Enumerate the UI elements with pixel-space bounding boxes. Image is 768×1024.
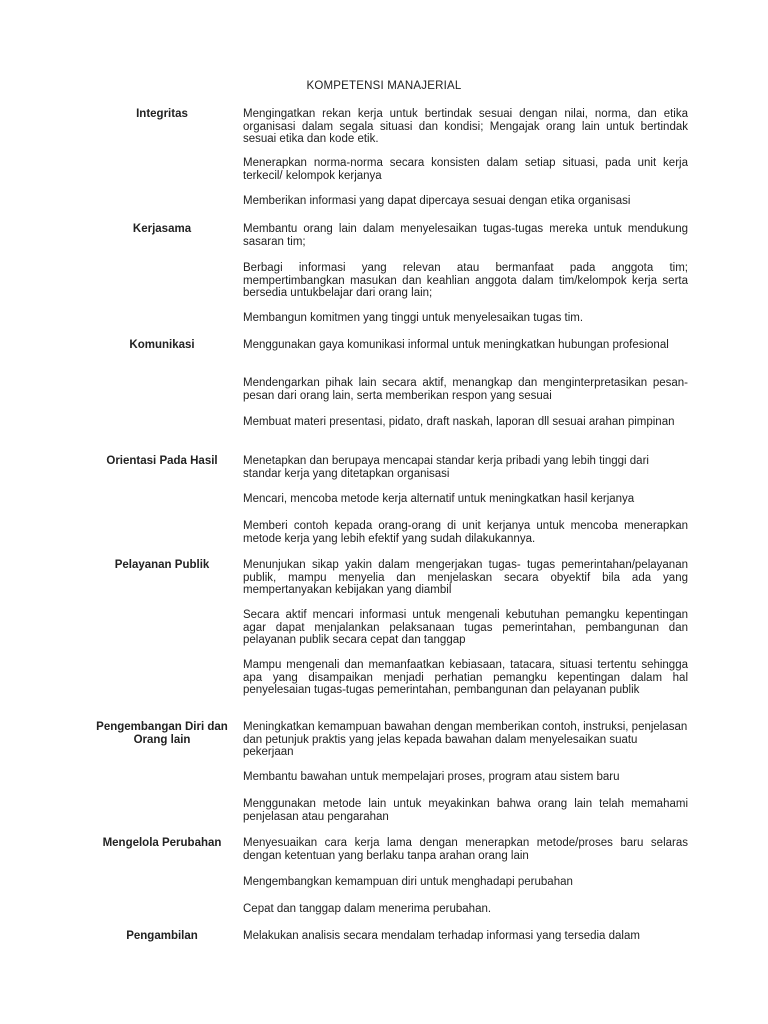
competency-item: Menetapkan dan berupaya mencapai standar kerja pribadi yang lebih tinggi dari standar kerja yang ditetapkan organisasi [243,455,649,480]
competency-label-kerjasama: Kerjasama [132,223,192,235]
competency-item: Mengingatkan rekan kerja untuk bertindak sesuai dengan nilai, norma, dan etika organisasi dalam segala situasi dan kondisi; Mengajak orang lain untuk bertindak sesuai etika dan kode etik. [243,108,688,145]
competency-label-integritas: Integritas [136,108,188,120]
competency-item: Mengembangkan kemampuan diri untuk menghadapi perubahan [243,876,573,888]
competency-item: Membangun komitmen yang tinggi untuk menyelesaikan tugas tim. [243,312,584,324]
competency-item: Meningkatkan kemampuan bawahan dengan memberikan contoh, instruksi, penjelasan dan petunjuk praktis yang jelas kepada bawahan dalam menyelesaikan suatu pekerjaan [243,721,688,758]
competency-item: Secara aktif mencari informasi untuk mengenali kebutuhan pemangku kepentingan agar dapat menjalankan pelaksanaan tugas pemerintahan, pembangunan dan pelayanan publik secara cepat dan tanggap [243,609,688,646]
competency-label-pengembangan-diri: Pengembangan Diri dan Orang lain [96,721,228,746]
page-title: KOMPETENSI MANAJERIAL [306,80,462,92]
competency-item: Membantu orang lain dalam menyelesaikan tugas-tugas mereka untuk mendukung sasaran tim; [243,223,688,248]
competency-item: Melakukan analisis secara mendalam terhadap informasi yang tersedia dalam [243,930,640,942]
competency-label-pelayanan-publik: Pelayanan Publik [114,559,210,571]
competency-item: Mampu mengenali dan memanfaatkan kebiasaan, tatacara, situasi tertentu sehingga apa yang disampaikan menjadi perhatian pemangku kepentingan dalam hal penyelesaian tugas-tugas pemerintahan, pembangunan dan pelayanan publik [243,659,688,696]
competency-item: Mencari, mencoba metode kerja alternatif untuk meningkatkan hasil kerjanya [243,493,635,505]
competency-item: Menggunakan metode lain untuk meyakinkan bahwa orang lain telah memahami penjelasan atau pengarahan [243,798,688,823]
competency-item: Memberikan informasi yang dapat dipercaya sesuai dengan etika organisasi [243,195,631,207]
competency-label-komunikasi: Komunikasi [129,339,195,351]
competency-item: Menggunakan gaya komunikasi informal untuk meningkatkan hubungan profesional [243,339,669,351]
competency-item: Mendengarkan pihak lain secara aktif, menangkap dan menginterpretasikan pesan- pesan dari orang lain, serta memberikan respon yang sesuai [243,377,688,402]
competency-item: Menunjukan sikap yakin dalam mengerjakan tugas- tugas pemerintahan/pelayanan publik, mampu menyelia dan menjelaskan secara obyektif bila ada yang mempertanyakan kebijakan yang diambil [243,559,688,596]
competency-item: Membantu bawahan untuk mempelajari proses, program atau sistem baru [243,771,620,783]
competency-label-pengambilan: Pengambilan [126,930,198,942]
competency-item: Memberi contoh kepada orang-orang di unit kerjanya untuk mencoba menerapkan metode kerja yang lebih efektif yang sudah dilakukannya. [243,520,688,545]
competency-item: Berbagi informasi yang relevan atau bermanfaat pada anggota tim; mempertimbangkan masukan dan keahlian anggota dalam tim/kelompok kerja serta bersedia untukbelajar dari orang lain; [243,262,688,299]
competency-label-mengelola-perubahan: Mengelola Perubahan [102,837,222,849]
competency-label-orientasi-pada-hasil: Orientasi Pada Hasil [106,455,218,467]
competency-item: Menerapkan norma-norma secara konsisten dalam setiap situasi, pada unit kerja terkecil/ kelompok kerjanya [243,157,688,182]
competency-item: Menyesuaikan cara kerja lama dengan menerapkan metode/proses baru selaras dengan ketentuan yang berlaku tanpa arahan orang lain [243,837,688,862]
competency-item: Membuat materi presentasi, pidato, draft naskah, laporan dll sesuai arahan pimpinan [243,416,675,428]
competency-item: Cepat dan tanggap dalam menerima perubahan. [243,903,492,915]
